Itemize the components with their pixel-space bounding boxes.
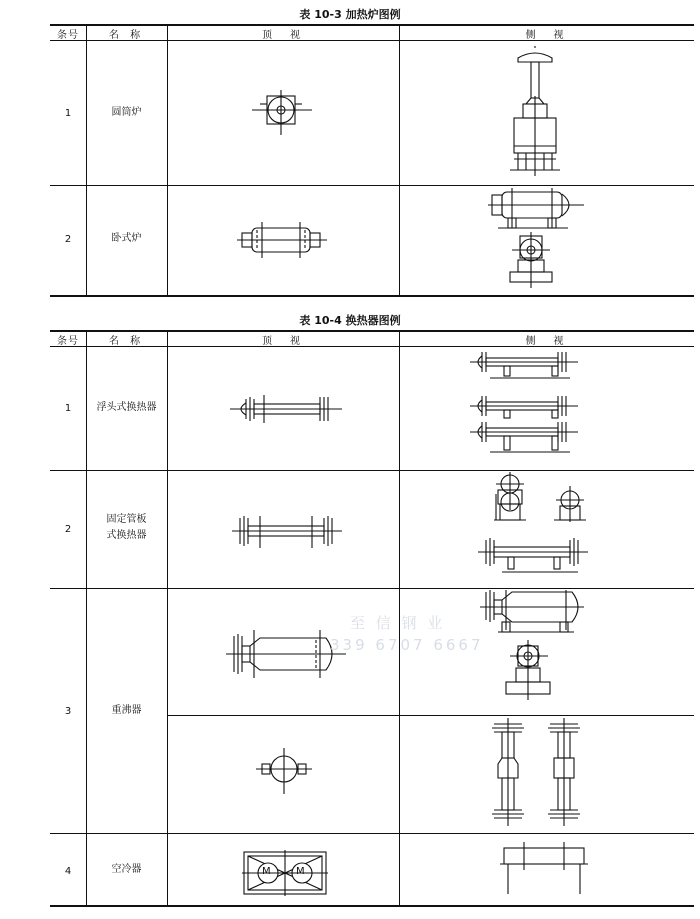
reboiler-top-icon-2	[256, 748, 316, 798]
reboiler-side-icon-1	[480, 590, 590, 710]
fixed-tube-exchanger-top-icon	[232, 514, 347, 550]
watermark	[330, 612, 484, 656]
watermark-line2: 339 6707 6667	[330, 636, 484, 654]
table1-row2-name: 卧式炉	[111, 233, 142, 244]
table2-row4-name: 空冷器	[111, 864, 142, 875]
table1-header-top-view: 顶 视	[262, 30, 304, 41]
horizontal-furnace-top-icon	[235, 218, 330, 263]
floating-head-exchanger-top-icon	[230, 395, 345, 425]
table1-row1-name: 圆筒炉	[111, 107, 142, 118]
cylinder-furnace-side-icon	[500, 46, 580, 181]
table2-header-side-view: 侧 视	[525, 336, 568, 347]
reboiler-side-icon-2	[488, 718, 588, 830]
table2-row2-name-line2: 式换热器	[106, 530, 147, 541]
table2-row4-no: 4	[64, 866, 72, 877]
table2-row2-name: 固定管板	[106, 514, 147, 525]
table2-header-no: 条号	[57, 336, 79, 347]
watermark-line1: 至 信 钢 业	[350, 614, 446, 632]
air-cooler-side-icon	[494, 840, 594, 900]
table1-row1-no: 1	[64, 108, 72, 119]
table2-row3-name: 重沸器	[111, 705, 142, 716]
fixed-tube-exchanger-side-icon	[478, 472, 593, 580]
air-cooler-top-icon	[242, 850, 328, 896]
motor-label-right: M	[296, 866, 305, 877]
table2-header-top-view: 顶 视	[262, 336, 304, 347]
table1-row2-no: 2	[64, 234, 72, 245]
table1-caption: 表 10-3 加热炉图例	[299, 8, 401, 21]
floating-head-exchanger-side-icon	[470, 350, 585, 465]
table1-header-name: 名 称	[108, 30, 145, 41]
table2-row1-name: 浮头式换热器	[96, 402, 157, 413]
table2-header-name: 名 称	[108, 336, 145, 347]
motor-label-left: M	[262, 866, 271, 877]
table2-row2-no: 2	[64, 524, 72, 535]
table2-row3-no: 3	[64, 706, 72, 717]
table2-caption: 表 10-4 换热器图例	[299, 314, 401, 327]
cylinder-furnace-top-icon	[250, 90, 320, 140]
table2-row1-no: 1	[64, 403, 72, 414]
horizontal-furnace-side-icon	[488, 188, 588, 293]
table1-header-side-view: 侧 视	[525, 30, 568, 41]
table1-header-no: 条号	[57, 30, 79, 41]
